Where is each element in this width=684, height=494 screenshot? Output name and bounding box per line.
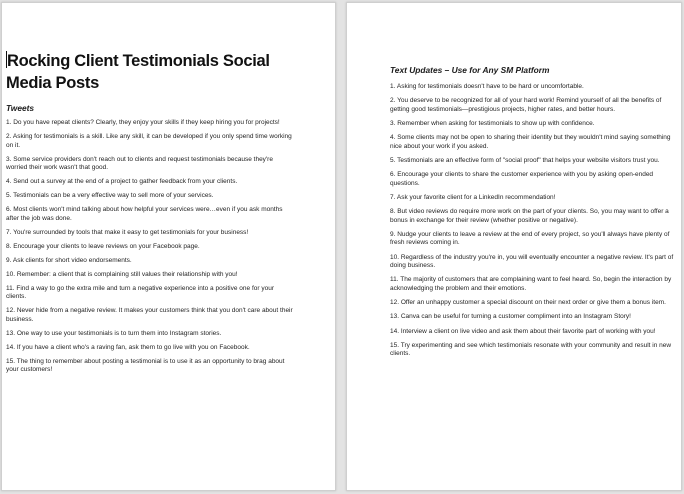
- list-item[interactable]: 7. You're surrounded by tools that make it easy to get testimonials for your business!: [6, 228, 249, 236]
- document-title-text[interactable]: Rocking Client Testimonials Social Media Posts: [6, 52, 270, 92]
- page-left-content: [6, 51, 294, 380]
- document-page-right[interactable]: [346, 2, 682, 491]
- list-item[interactable]: 12. Never hide from a negative review. It makes your customers think that you don't care about their business.: [6, 307, 293, 323]
- list-item[interactable]: 6. Most clients won't mind talking about how helpful your services were…even if you ask months after the job was done.: [6, 206, 283, 222]
- list-item[interactable]: 14. Interview a client on live video and ask them about their favorite part of working with you!: [390, 327, 656, 335]
- page-right-content: [390, 65, 682, 365]
- tweets-list: [6, 119, 294, 375]
- list-item[interactable]: 13. Canva can be useful for turning a customer compliment into an Instagram Story!: [390, 313, 631, 321]
- list-item[interactable]: 5. Testimonials can be a very effective way to sell more of your services.: [6, 192, 214, 200]
- text-updates-list: [390, 83, 682, 359]
- list-item[interactable]: 1. Asking for testimonials doesn't have to be hard or uncomfortable.: [390, 83, 584, 90]
- list-item[interactable]: 7. Ask your favorite client for a LinkedIn recommendation!: [390, 193, 556, 201]
- list-item[interactable]: 1. Do you have repeat clients? Clearly, they enjoy your skills if they keep hiring you for projects!: [6, 119, 280, 126]
- list-item[interactable]: 5. Testimonials are an effective form of "social proof" that helps your website visitors trust you.: [390, 156, 660, 164]
- list-item[interactable]: 6. Encourage your clients to share the customer experience with you by asking open-ended questions.: [390, 171, 654, 187]
- list-item[interactable]: 15. Try experimenting and see which testimonials resonate with your community and result in new clients.: [390, 341, 672, 358]
- list-item[interactable]: 4. Some clients may not be open to sharing their identity but they wouldn't mind saying something nice about your work if you asked.: [390, 134, 671, 150]
- list-item[interactable]: 14. If you have a client who's a raving fan, ask them to go live with you on Facebook.: [6, 343, 250, 351]
- list-item[interactable]: 12. Offer an unhappy customer a special discount on their next order or give them a bonus item.: [390, 299, 666, 307]
- document-page-left[interactable]: [1, 2, 336, 491]
- list-item[interactable]: 8. Encourage your clients to leave reviews on your Facebook page.: [6, 242, 200, 250]
- list-item[interactable]: 2. You deserve to be recognized for all of your hard work! Remind yourself of all the benefits of getting good testimonials—prestigious projects, higher rates, and better hours.: [390, 97, 662, 113]
- section-heading-text-updates[interactable]: Text Updates – Use for Any SM Platform: [390, 65, 550, 75]
- list-item[interactable]: 3. Remember when asking for testimonials to show up with confidence.: [390, 119, 595, 127]
- list-item[interactable]: 3. Some service providers don't reach out to clients and request testimonials because they're worried their work wasn't that good.: [6, 155, 273, 172]
- list-item[interactable]: 15. The thing to remember about posting a testimonial is to use it as an opportunity to brag about your customers!: [6, 357, 285, 374]
- list-item[interactable]: 9. Ask clients for short video endorsements.: [6, 256, 132, 264]
- section-heading-tweets[interactable]: Tweets: [6, 103, 35, 113]
- list-item[interactable]: 11. Find a way to go the extra mile and turn a negative experience into a positive one for your clients.: [6, 284, 274, 301]
- list-item[interactable]: 11. The majority of customers that are complaining want to feel heard. So, begin the interaction by acknowledging the problem and their emotions.: [390, 276, 672, 293]
- list-item[interactable]: 9. Nudge your clients to leave a review at the end of every project, so you'll always have plenty of fresh reviews coming in.: [390, 230, 670, 247]
- document-title[interactable]: [6, 51, 294, 94]
- list-item[interactable]: 10. Regardless of the industry you're in, you will eventually encounter a negative review. It's part of doing business.: [390, 253, 674, 270]
- list-item[interactable]: 8. But video reviews do require more work on the part of your clients. So, you may want to offer a bonus in exchange for their review (whether positive or negative).: [390, 208, 669, 224]
- list-item[interactable]: 2. Asking for testimonials is a skill. Like any skill, it can be developed if you only spend time working on it.: [6, 132, 292, 149]
- list-item[interactable]: 13. One way to use your testimonials is to turn them into Instagram stories.: [6, 329, 222, 337]
- list-item[interactable]: 10. Remember: a client that is complaining still values their relationship with you!: [6, 270, 238, 278]
- list-item[interactable]: 4. Send out a survey at the end of a project to gather feedback from your clients.: [6, 178, 238, 186]
